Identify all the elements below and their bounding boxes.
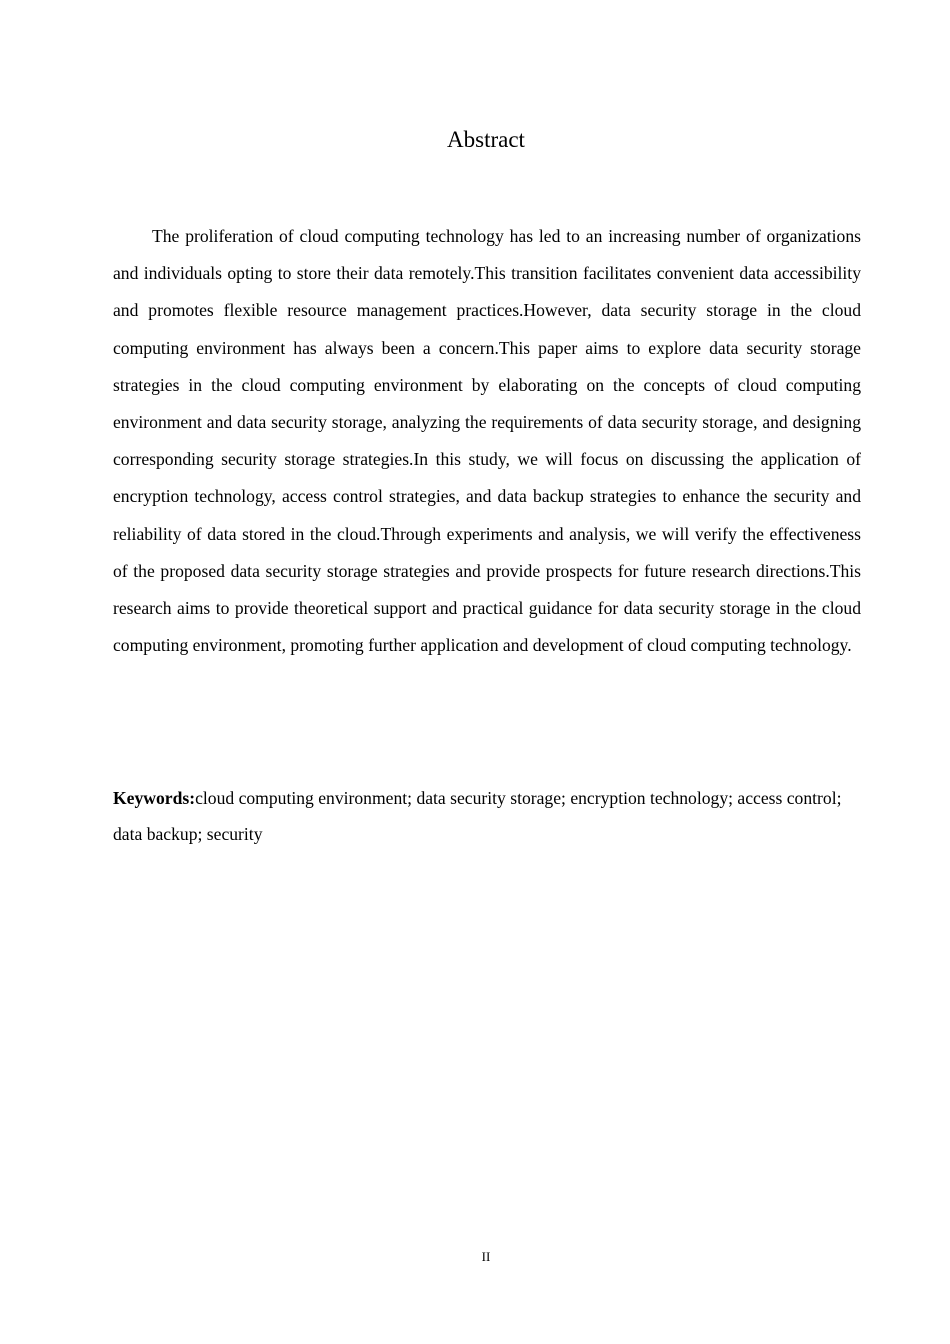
keywords-list: cloud computing environment; data security storage; encryption technology; access control; data backup; security [113,788,842,844]
abstract-title: Abstract [447,127,525,152]
keywords-section [113,780,853,852]
abstract-paragraph: The proliferation of cloud computing technology has led to an increasing number of organizations and individuals opting to store their data remotely.This transition facilitates convenient data accessibility and promotes flexible resource management practices.However, data security storage in the cloud computing environment has always been a concern.This paper aims to explore data security storage strategies in the cloud computing environment by elaborating on the concepts of cloud computing environment and data security storage, analyzing the requirements of data security storage, and designing corresponding security storage strategies.In this study, we will focus on discussing the application of encryption technology, access control strategies, and data backup strategies to enhance the security and reliability of data stored in the cloud.Through experiments and analysis, we will verify the effectiveness of the proposed data security storage strategies and provide prospects for future research directions.This research aims to provide theoretical support and practical guidance for data security storage in the cloud computing environment, promoting further application and development of cloud computing technology. [113,226,861,656]
page-number: II [481,1249,491,1264]
keywords-label: Keywords: [113,788,196,808]
